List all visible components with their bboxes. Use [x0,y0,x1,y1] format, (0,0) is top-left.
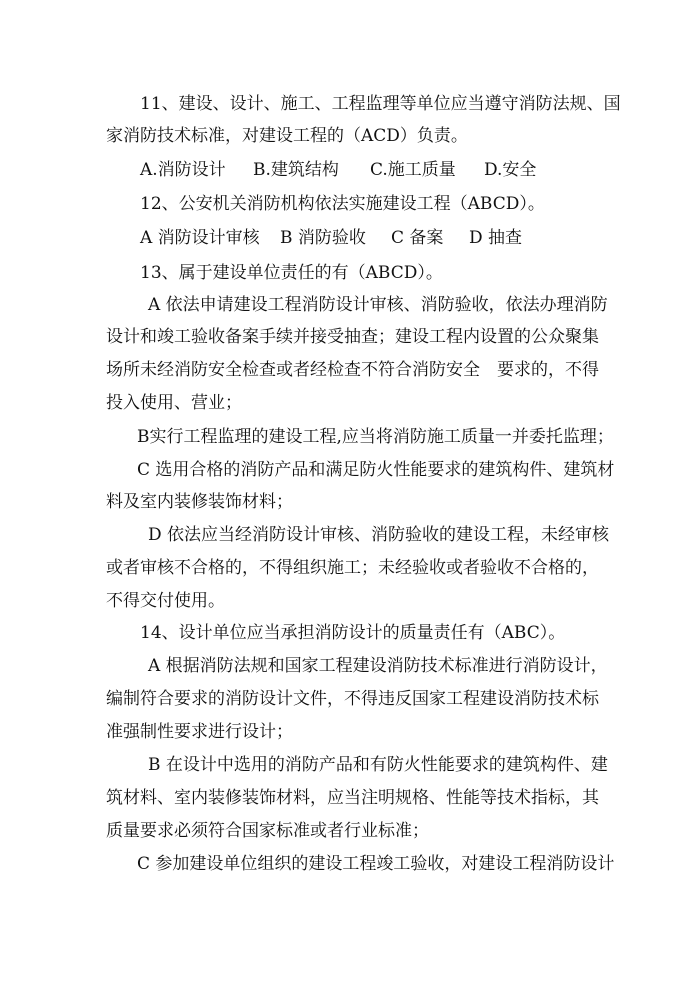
q12-option-b: B 消防验收 [280,228,366,248]
q12-option-c: C 备案 [391,228,444,248]
q11-line-2: 家消防技术标准，对建设工程的（ACD）负责。 [106,126,468,146]
q13-d-line-3: 不得交付使用。 [106,591,225,611]
q12-line-1: 12、公安机关消防机构依法实施建设工程（ABCD）。 [140,194,545,214]
q13-c-line-2: 料及室内装修装饰材料； [106,492,293,512]
q14-c-line-1: C 参加建设单位组织的建设工程竣工验收，对建设工程消防设计 [137,854,615,874]
q11-option-b: B.建筑结构 [253,160,339,180]
q13-a-line-3: 场所未经消防安全检查或者经检查不符合消防安全 要求的，不得 [106,360,599,380]
q11-line-1: 11、建设、设计、施工、工程监理等单位应当遵守消防法规、国 [140,94,621,114]
q14-line-1: 14、设计单位应当承担消防设计的质量责任有（ABC）。 [140,623,566,643]
q11-option-d: D.安全 [484,160,537,180]
q11-option-a: A.消防设计 [140,160,226,180]
q13-a-line-2: 设计和竣工验收备案手续并接受抽查；建设工程内设置的公众聚集 [106,327,599,347]
q12-option-d: D 抽查 [469,228,523,248]
q13-d-line-2: 或者审核不合格的，不得组织施工；未经验收或者验收不合格的， [106,558,599,578]
q13-c-line-1: C 选用合格的消防产品和满足防火性能要求的建筑构件、建筑材 [137,460,615,480]
q14-a-line-1: A 根据消防法规和国家工程建设消防技术标准进行消防设计， [148,656,608,676]
q14-b-line-1: B 在设计中选用的消防产品和有防火性能要求的建筑构件、建 [148,755,608,775]
q12-option-a: A 消防设计审核 [140,228,260,248]
q13-line-1: 13、属于建设单位责任的有（ABCD）。 [140,263,443,283]
q12-options [140,227,522,249]
q13-d-line-1: D 依法应当经消防设计审核、消防验收的建设工程，未经审核 [148,525,610,545]
q11-options [140,159,536,181]
q14-b-line-2: 筑材料、室内装修装饰材料，应当注明规格、性能等技术指标，其 [106,788,599,808]
q14-b-line-3: 质量要求必须符合国家标准或者行业标准； [106,821,429,841]
q11-option-c: C.施工质量 [370,160,456,180]
q13-b-line-1: B实行工程监理的建设工程,应当将消防施工质量一并委托监理； [137,427,614,447]
q13-a-line-1: A 依法申请建设工程消防设计审核、消防验收，依法办理消防 [148,295,608,315]
q14-a-line-2: 编制符合要求的消防设计文件，不得违反国家工程建设消防技术标 [106,689,599,709]
q13-a-line-4: 投入使用、营业； [106,393,242,413]
q14-a-line-3: 准强制性要求进行设计； [106,722,293,742]
